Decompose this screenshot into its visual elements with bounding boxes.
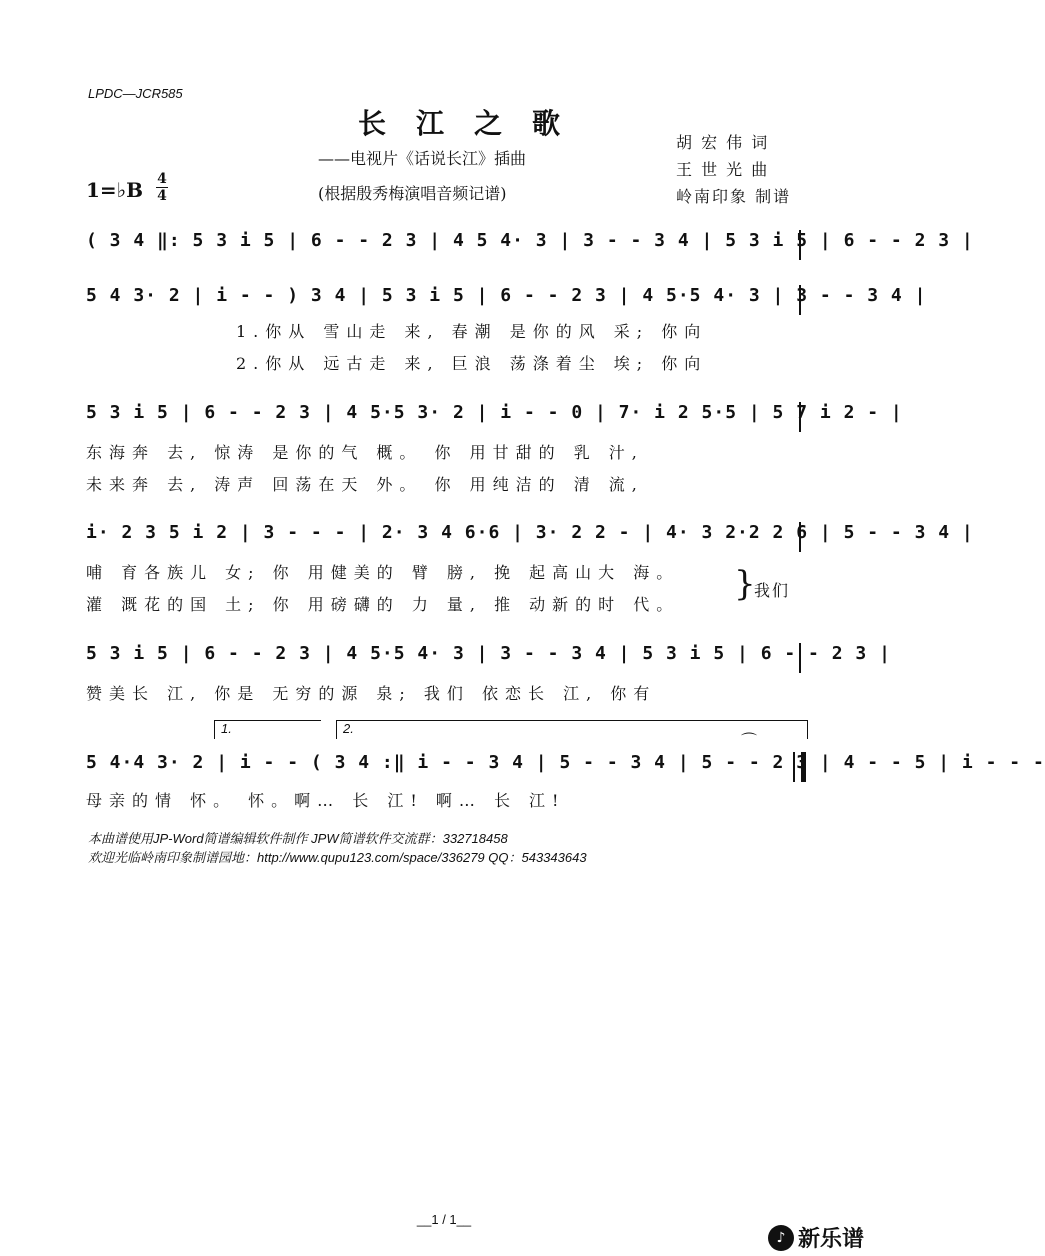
- lyric-verse-1: 1.你从 雪山走 来, 春潮 是你的风 采; 你向: [236, 322, 708, 341]
- barline: [799, 285, 806, 315]
- composer-credit: 王 世 光 曲: [676, 160, 770, 179]
- music-note-icon: ♪: [768, 1225, 794, 1251]
- time-signature: [156, 172, 168, 203]
- footer-line-2: 欢迎光临岭南印象制谱园地：http://www.qupu123.com/space/336279 QQ：543343643: [88, 850, 587, 865]
- notation-line: 5 3 i 5 | 6 - - 2 3 | 4 5·5 3· 2 | i - - 0 | 7· i 2 5·5 | 5 7 i 2 - |: [86, 402, 903, 423]
- notation-line: i· 2 3 5 i 2 | 3 - - - | 2· 3 4 6·6 | 3· 2 2 - | 4· 3 2·2 2 6 | 5 - - 3 4 |: [86, 522, 974, 543]
- barline: [799, 230, 806, 260]
- final-barline: [793, 752, 806, 782]
- barline: [799, 402, 806, 432]
- arranger-credit: 岭南印象 制谱: [676, 187, 792, 206]
- lyric-verse-1: 东海奔 去, 惊涛 是你的气 概。 你 用甘甜的 乳 汁,: [86, 443, 644, 462]
- barline: [799, 522, 806, 552]
- second-ending-bracket: 2.: [336, 720, 808, 739]
- site-logo: [768, 1222, 864, 1253]
- song-title: 长江之歌: [357, 107, 590, 140]
- lyric-verse-2: 2.你从 远古走 来, 巨浪 荡涤着尘 埃; 你向: [236, 354, 708, 373]
- notation-line: 5 3 i 5 | 6 - - 2 3 | 4 5·5 4· 3 | 3 - - 3 4 | 5 3 i 5 | 6 - - 2 3 |: [86, 643, 891, 664]
- meter-bottom: 4: [157, 188, 167, 204]
- key-signature: 1=♭B: [86, 178, 144, 202]
- fermata-icon: ⌒: [741, 731, 758, 750]
- lyric-verse-1: 哺 育各族儿 女; 你 用健美的 臂 膀, 挽 起高山大 海。: [86, 563, 680, 582]
- document-code: LPDC—JCR585: [88, 86, 183, 101]
- notation-line: 5 4·4 3· 2 | i - - ( 3 4 :‖ i - - 3 4 | 5 - - 3 4 | 5 - - 2 3 | 4 - - 5 | i - - -: [86, 752, 1045, 773]
- notation-line: ( 3 4 ‖: 5 3 i 5 | 6 - - 2 3 | 4 5 4· 3 | 3 - - 3 4 | 5 3 i 5 | 6 - - 2 3 |: [86, 230, 974, 251]
- lyric-verse-2: 未来奔 去, 涛声 回荡在天 外。 你 用纯洁的 清 流,: [86, 475, 644, 494]
- brace-lyric: 我们: [754, 581, 791, 600]
- barline: [799, 643, 806, 673]
- first-ending-bracket: 1.: [214, 720, 321, 739]
- footer-line-1: 本曲谱使用JP-Word简谱编辑软件制作 JPW简谱软件交流群：332718458: [88, 831, 508, 846]
- logo-text: 新乐谱: [798, 1227, 865, 1252]
- lyric-verse-1: 母亲的情 怀。 怀。啊… 长 江! 啊… 长 江!: [86, 791, 566, 810]
- page-number: __1 / 1__: [416, 1212, 472, 1227]
- meter-top: 4: [157, 171, 167, 187]
- song-subtitle: ——电视片《话说长江》插曲: [318, 149, 527, 168]
- transcription-note: (根据殷秀梅演唱音频记谱): [318, 184, 507, 203]
- lyric-verse-2: 灌 溉花的国 土; 你 用磅礴的 力 量, 推 动新的时 代。: [86, 595, 680, 614]
- verse-brace: }: [734, 564, 756, 604]
- lyricist-credit: 胡 宏 伟 词: [676, 133, 770, 152]
- lyric-verse-1: 赞美长 江, 你是 无穷的源 泉; 我们 依恋长 江, 你有: [86, 684, 657, 703]
- notation-line: 5 4 3· 2 | i - - ) 3 4 | 5 3 i 5 | 6 - - 2 3 | 4 5·5 4· 3 | 3 - - 3 4 |: [86, 285, 927, 306]
